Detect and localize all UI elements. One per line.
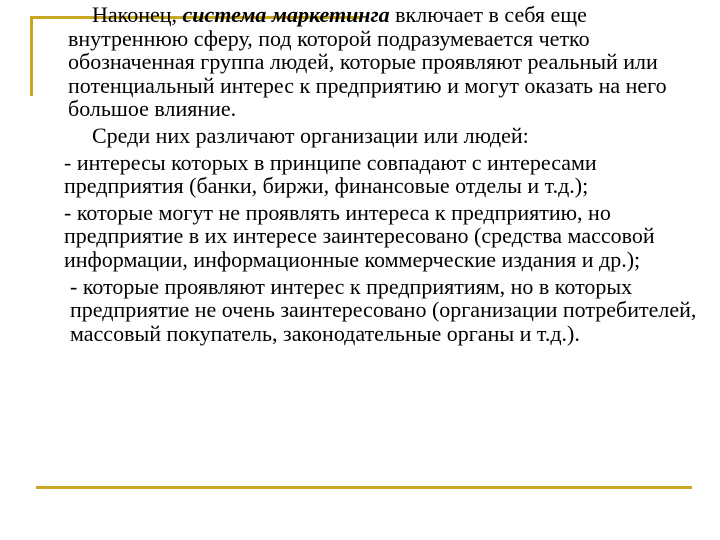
- emphasized-term: система маркетинга: [182, 2, 390, 27]
- paragraph-list-intro: Среди них различают организации или людей:: [92, 122, 529, 148]
- paragraph-intro: [68, 3, 698, 121]
- list-item-1: - интересы которых в принципе совпадают с интересами предприятия (банки, биржи, финансовые отделы и т.д.);: [64, 149, 597, 199]
- intro-text-end: включает в себя еще внутреннюю сферу, под которой подразумевается четко обозначенная группа людей, которые проявляют реальный или потенциальный интерес к предприятию и могут оказать на него большое влияние.: [68, 2, 667, 122]
- list-item-3: - которые проявляют интерес к предприятиям, но в которых предприятие не очень заинтересовано (организации потребителей, массовый покупатель, законодательные органы и т.д.).: [70, 273, 697, 346]
- decorative-vertical-line: [30, 16, 33, 96]
- intro-text-start: Наконец,: [92, 2, 183, 27]
- slide-text-body: [64, 2, 698, 346]
- list-item-2: - которые могут не проявлять интереса к предприятию, но предприятие в их интересе заинтересовано (средства массовой информации, информационные коммерческие издания и др.);: [64, 199, 655, 272]
- decorative-bottom-line: [36, 486, 692, 489]
